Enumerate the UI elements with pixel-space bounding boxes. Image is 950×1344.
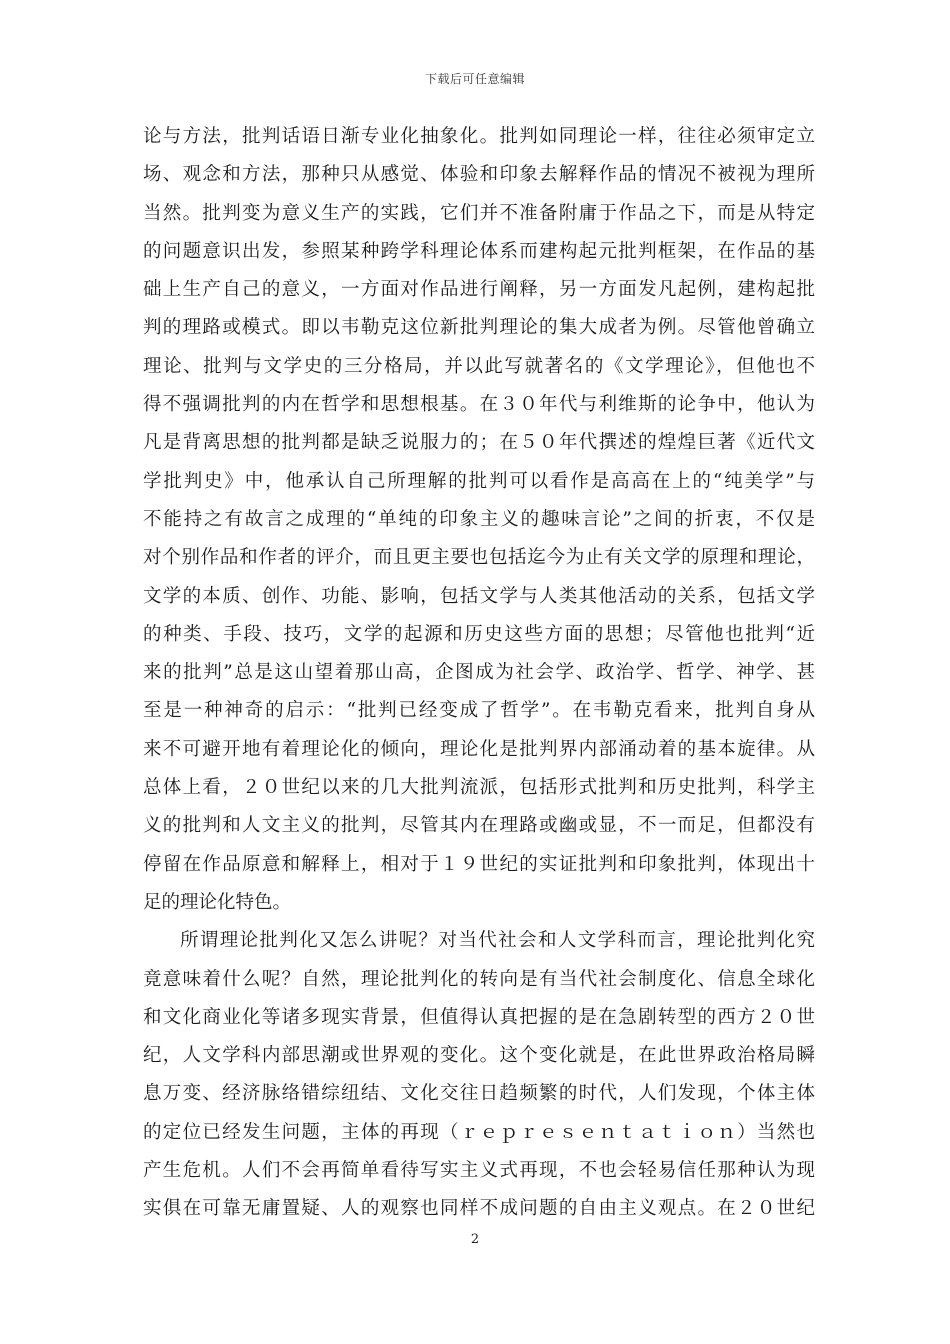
text-line: 文学的本质、创作、功能、影响，包括文学与人类其他活动的关系，包括文学 bbox=[143, 585, 815, 607]
text-line: 的问题意识出发，参照某种跨学科理论体系而建构起元批判框架，在作品的基 bbox=[143, 240, 815, 262]
page-number: 2 bbox=[470, 1232, 480, 1247]
text-line: 足的理论化特色。 bbox=[143, 891, 292, 913]
text-line: 论与方法，批判话语日渐专业化抽象化。批判如同理论一样，往往必须审定立 bbox=[143, 126, 815, 147]
body-text bbox=[143, 118, 815, 1229]
page-header: 下载后可任意编辑 bbox=[424, 72, 525, 86]
text-line: 和文化商业化等诸多现实背景，但值得认真把握的是在急剧转型的西方２０世 bbox=[143, 1006, 815, 1028]
text-line: 总体上看，２０世纪以来的几大批判流派，包括形式批判和历史批判，科学主 bbox=[143, 777, 815, 799]
text-line: 不能持之有故言之成理的“单纯的印象主义的趣味言论”之间的折衷，不仅是 bbox=[143, 508, 815, 530]
text-line: 础上生产自己的意义，一方面对作品进行阐释，另一方面发凡起例，建构起批 bbox=[143, 279, 815, 301]
text-line: 对个别作品和作者的评介，而且更主要也包括迄今为止有关文学的原理和理论， bbox=[143, 547, 815, 569]
text-line: 理论、批判与文学史的三分格局，并以此写就著名的《文学理论》，但他也不 bbox=[143, 355, 815, 377]
text-line: 停留在作品原意和解释上，相对于１９世纪的实证批判和印象批判，体现出十 bbox=[143, 853, 815, 875]
text-line: 来的批判”总是这山望着那山高，企图成为社会学、政治学、哲学、神学、甚 bbox=[143, 662, 815, 684]
text-line: 判的理路或模式。即以韦勒克这位新批判理论的集大成者为例。尽管他曾确立 bbox=[143, 317, 815, 339]
text-line: 义的批判和人文主义的批判，尽管其内在理路或幽或显，不一而足，但都没有 bbox=[143, 815, 815, 837]
text-line: 的种类、手段、技巧，文学的起源和历史这些方面的思想；尽管他也批判“近 bbox=[143, 623, 815, 645]
text-line: 得不强调批判的内在哲学和思想根基。在３０年代与利维斯的论争中，他认为 bbox=[143, 394, 815, 416]
text-line: 来不可避开地有着理论化的倾向，理论化是批判界内部涌动着的基本旋律。从 bbox=[143, 738, 815, 760]
text-line: 的定位已经发生问题，主体的再现（ｒｅｐｒｅｓｅｎｔａｔｉｏｎ）当然也 bbox=[143, 1121, 815, 1143]
text-line: 所谓理论批判化又怎么讲呢？对当代社会和人文学科而言，理论批判化究 bbox=[180, 930, 815, 952]
text-line: 学批判史》中，他承认自己所理解的批判可以看作是高高在上的“纯美学”与 bbox=[143, 470, 815, 492]
paragraph-1 bbox=[143, 118, 815, 922]
text-line: 场、观念和方法，那种只从感觉、体验和印象去解释作品的情况不被视为理所 bbox=[143, 164, 815, 186]
text-line: 至是一种神奇的启示：“批判已经变成了哲学”。在韦勒克看来，批判自身从 bbox=[143, 700, 815, 722]
paragraph-2 bbox=[143, 922, 815, 1228]
text-line: 产生危机。人们不会再简单看待写实主义式再现，不也会轻易信任那种认为现 bbox=[143, 1160, 815, 1182]
text-line: 实俱在可靠无庸置疑、人的观察也同样不成问题的自由主义观点。在２０世纪 bbox=[143, 1198, 815, 1220]
text-line: 当然。批判变为意义生产的实践，它们并不准备附庸于作品之下，而是从特定 bbox=[143, 202, 815, 224]
text-line: 息万变、经济脉络错综纽结、文化交往日趋频繁的时代，人们发现，个体主体 bbox=[143, 1083, 815, 1105]
text-line: 竟意味着什么呢？自然，理论批判化的转向是有当代社会制度化、信息全球化 bbox=[143, 968, 815, 990]
text-line: 纪，人文学科内部思潮或世界观的变化。这个变化就是，在此世界政治格局瞬 bbox=[143, 1045, 815, 1067]
text-line: 凡是背离思想的批判都是缺乏说服力的；在５０年代撰述的煌煌巨著《近代文 bbox=[143, 432, 815, 454]
